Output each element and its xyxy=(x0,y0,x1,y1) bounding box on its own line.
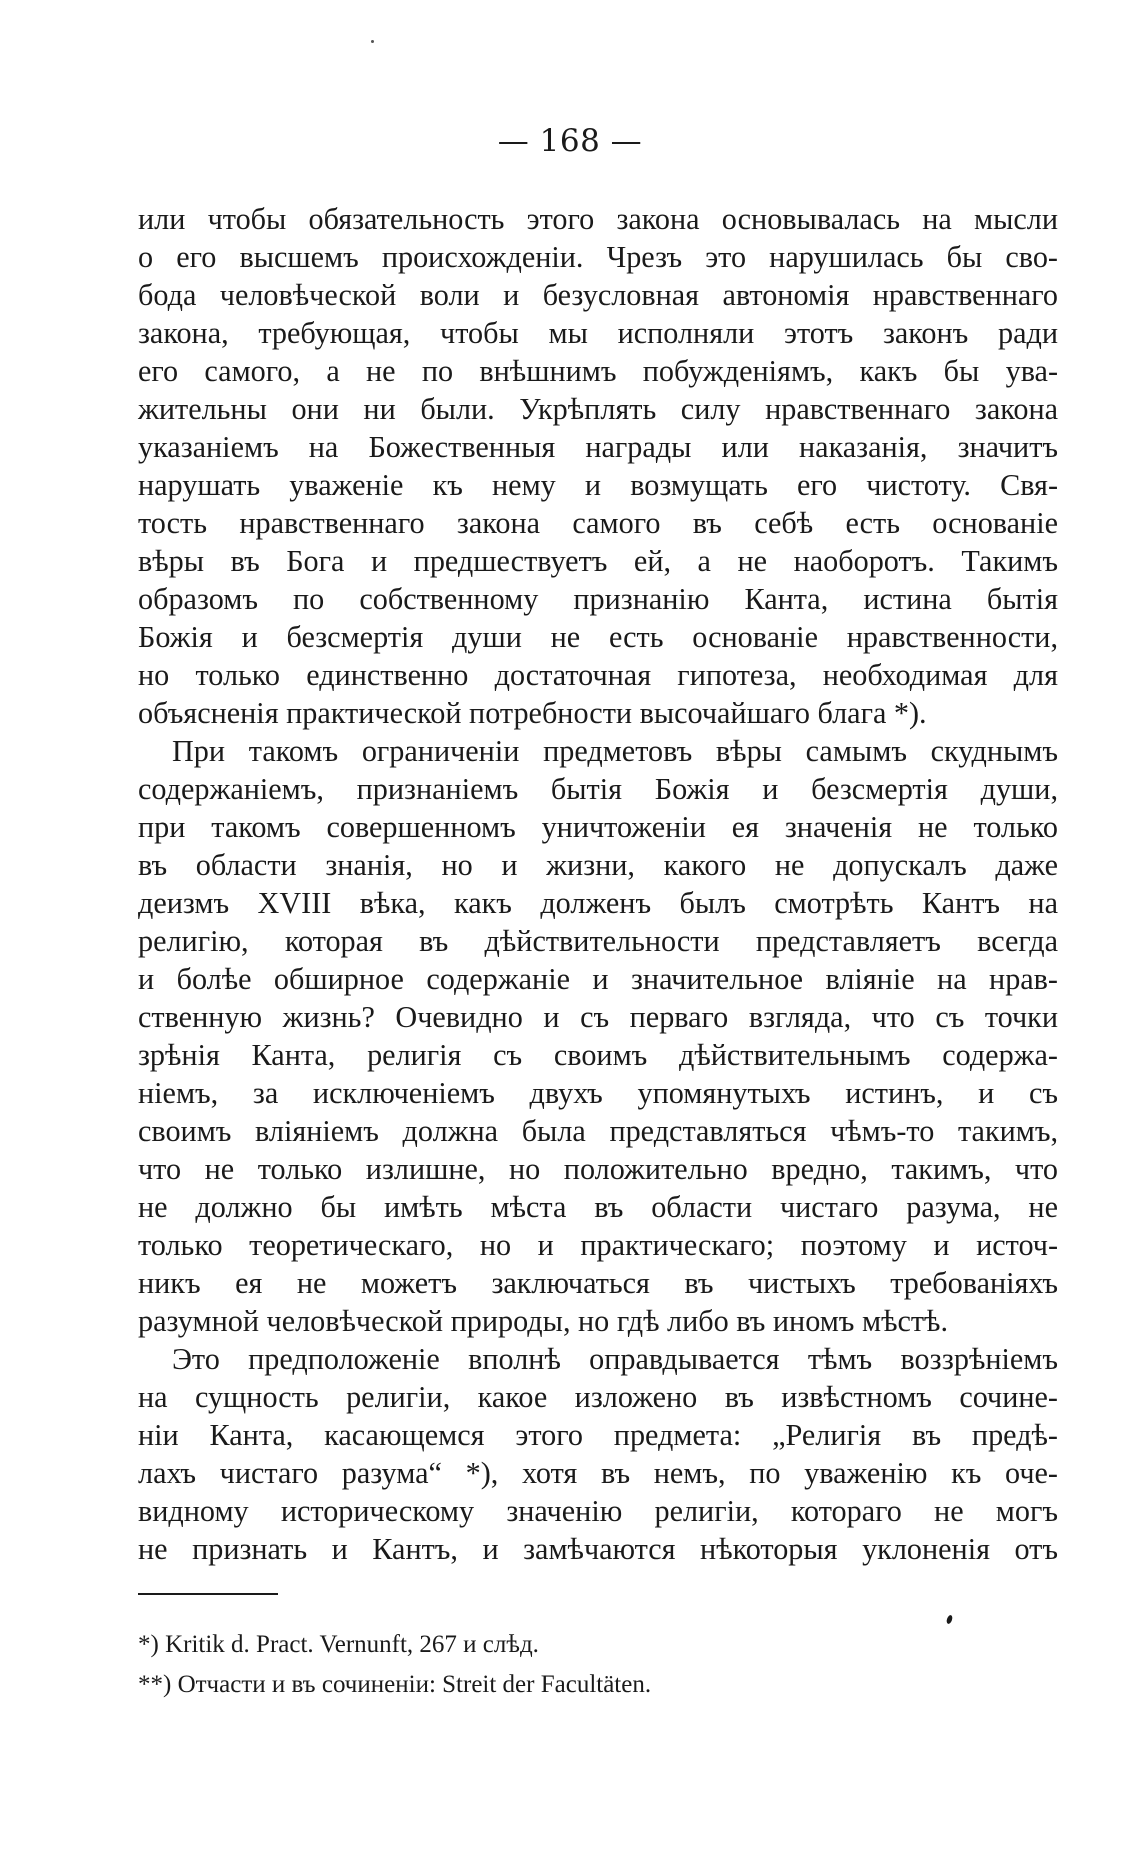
text-line: и болѣе обширное содержаніе и значительное вліяніе на нрав- xyxy=(138,962,1058,996)
scan-speck xyxy=(371,40,374,43)
text-line: Это предположеніе вполнѣ оправдывается тѣмъ воззрѣніемъ xyxy=(172,1342,1058,1376)
text-line: или чтобы обязательность этого закона основывалась на мысли xyxy=(138,202,1058,236)
text-line: что не только излишне, но положительно вредно, такимъ, что xyxy=(138,1152,1058,1186)
text-line: на сущность религіи, какое изложено въ извѣстномъ сочине- xyxy=(138,1380,1058,1414)
text-line: образомъ по собственному признанію Канта, истина бытія xyxy=(138,582,1058,616)
paragraph-1 xyxy=(138,200,1058,732)
paragraph-3 xyxy=(138,1340,1058,1568)
scan-speck xyxy=(946,1614,954,1624)
text-line: зрѣнія Канта, религія съ своимъ дѣйствительнымъ содержа- xyxy=(138,1038,1058,1072)
text-line: религію, которая въ дѣйствительности представляетъ всегда xyxy=(138,924,1058,958)
text-line: своимъ вліяніемъ должна была представляться чѣмъ-то такимъ, xyxy=(138,1114,1058,1148)
body-text xyxy=(138,200,1058,1568)
text-line: вѣры въ Бога и предшествуетъ ей, а не наоборотъ. Такимъ xyxy=(138,544,1058,578)
text-line: видному историческому значенію религіи, котораго не могъ xyxy=(138,1494,1058,1528)
text-line: при такомъ совершенномъ уничтоженіи ея значенія не только xyxy=(138,810,1058,844)
footnote-1: *) Kritik d. Pract. Vernunft, 267 и слѣд. xyxy=(138,1631,539,1658)
page-number: — 168 — xyxy=(497,123,643,159)
text-line: только теоретическаго, но и практическаго; поэтому и источ- xyxy=(138,1228,1058,1262)
text-line: жительны они ни были. Укрѣплять силу нравственнаго закона xyxy=(138,392,1058,426)
text-line: деизмъ XVIII вѣка, какъ долженъ былъ смотрѣть Кантъ на xyxy=(138,886,1058,920)
text-line: но только единственно достаточная гипотеза, необходимая для xyxy=(138,658,1058,692)
text-line: разумной человѣческой природы, но гдѣ либо въ иномъ мѣстѣ. xyxy=(138,1304,948,1338)
footnote-2: **) Отчасти и въ сочиненіи: Streit der Facultäten. xyxy=(138,1671,652,1698)
text-line: не должно бы имѣть мѣста въ области чистаго разума, не xyxy=(138,1190,1058,1224)
text-line: лахъ чистаго разума“ *), хотя въ немъ, по уваженію къ оче- xyxy=(138,1456,1058,1490)
text-line: тость нравственнаго закона самого въ себѣ есть основаніе xyxy=(138,506,1058,540)
text-line: ніи Канта, касающемся этого предмета: „Религія въ предѣ- xyxy=(138,1418,1058,1452)
paragraph-2 xyxy=(138,732,1058,1340)
text-line: ніемъ, за исключеніемъ двухъ упомянутыхъ истинъ, и съ xyxy=(138,1076,1058,1110)
text-line: Божія и безсмертія души не есть основаніе нравственности, xyxy=(138,620,1058,654)
text-line: объясненія практической потребности высочайшаго блага *). xyxy=(138,696,927,730)
text-line: При такомъ ограниченіи предметовъ вѣры самымъ скуднымъ xyxy=(172,734,1058,768)
text-line: содержаніемъ, признаніемъ бытія Божія и безсмертія души, xyxy=(138,772,1058,806)
text-line: его самого, а не по внѣшнимъ побужденіямъ, какъ бы ува- xyxy=(138,354,1058,388)
footnote-divider xyxy=(138,1593,278,1595)
footnotes xyxy=(138,1625,1038,1705)
text-line: ственную жизнь? Очевидно и съ перваго взгляда, что съ точки xyxy=(138,1000,1058,1034)
text-line: закона, требующая, чтобы мы исполняли этотъ законъ ради xyxy=(138,316,1058,350)
text-line: нарушать уваженіе къ нему и возмущать его чистоту. Свя- xyxy=(138,468,1058,502)
text-line: никъ ея не можетъ заключаться въ чистыхъ требованіяхъ xyxy=(138,1266,1058,1300)
text-line: въ области знанія, но и жизни, какого не допускалъ даже xyxy=(138,848,1058,882)
text-line: о его высшемъ происхожденіи. Чрезъ это нарушилась бы сво- xyxy=(138,240,1058,274)
text-line: бода человѣческой воли и безусловная автономія нравственнаго xyxy=(138,278,1058,312)
text-line: не признать и Кантъ, и замѣчаются нѣкоторыя уклоненія отъ xyxy=(138,1532,1058,1566)
text-line: указаніемъ на Божественныя награды или наказанія, значитъ xyxy=(138,430,1058,464)
